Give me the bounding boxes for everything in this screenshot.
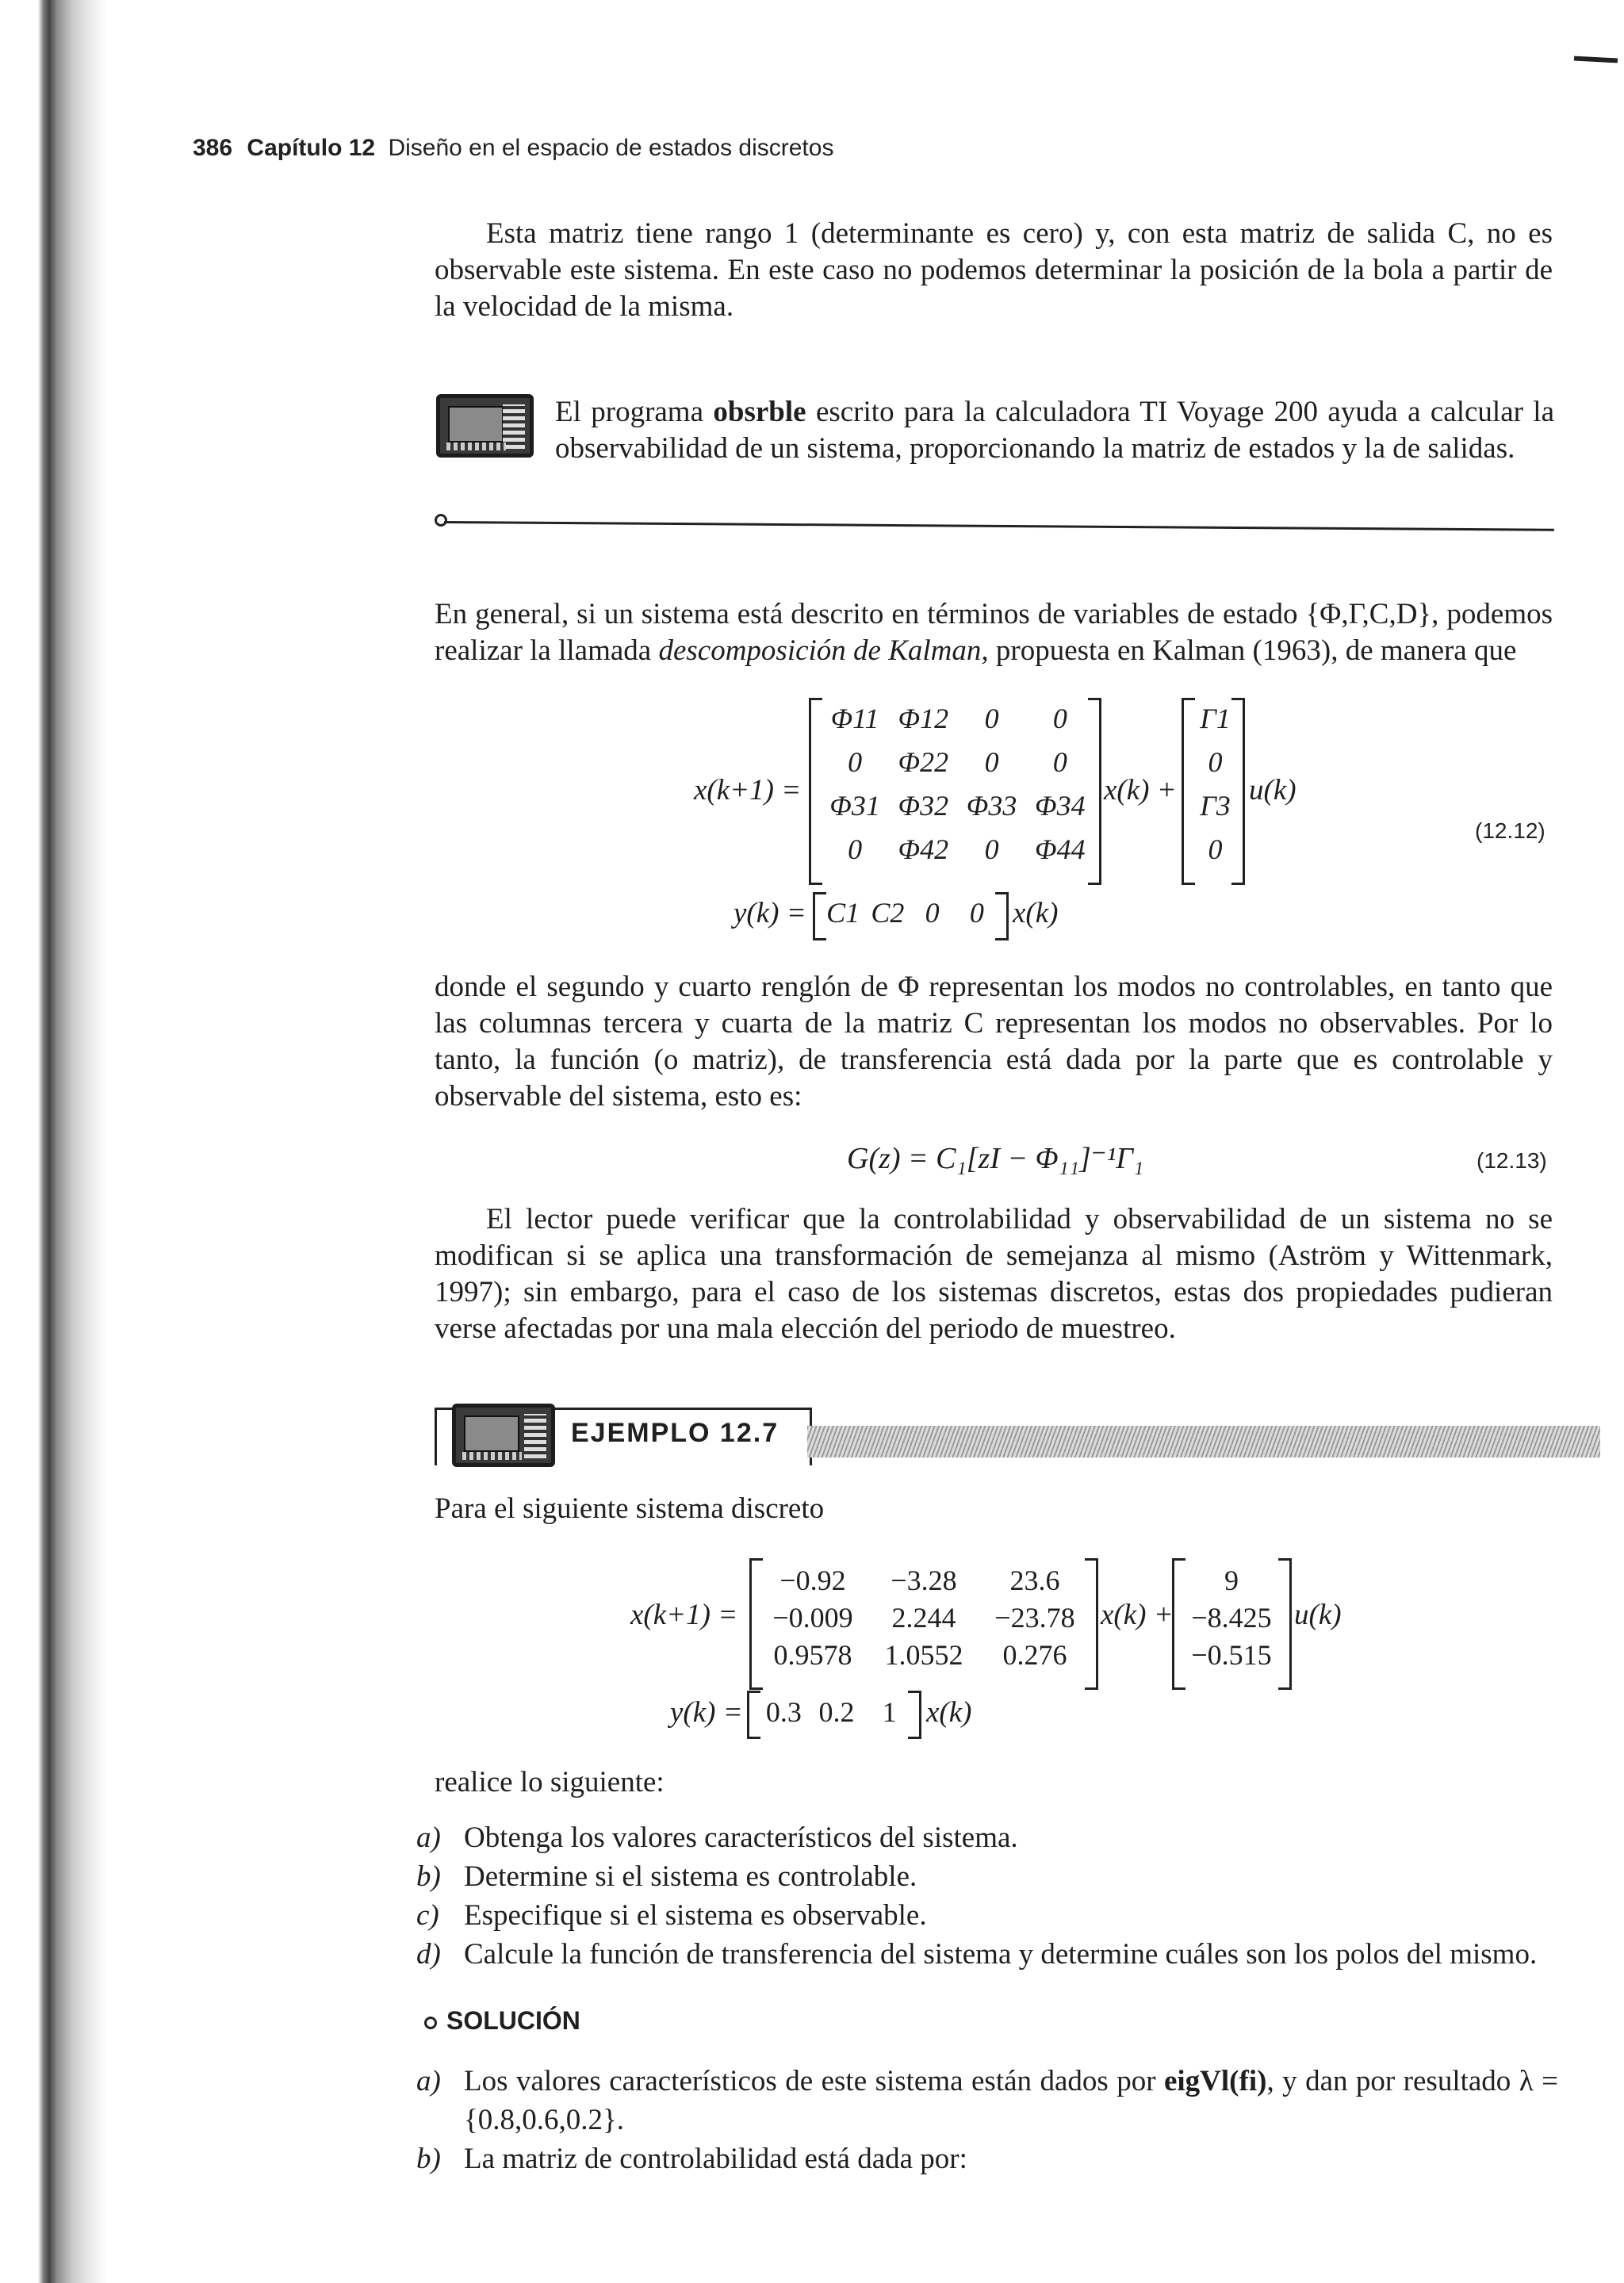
eq-lhs: x(k+1) =: [694, 774, 802, 806]
matrix-cell: −0.515: [1191, 1639, 1272, 1671]
paragraph-observability: Esta matriz tiene rango 1 (determinante es cero) y, con esta matriz de salida C, no es observable este sistema. En este caso no podemos determinar la posición de la bola a partir de la velocidad de la misma.: [435, 217, 1553, 323]
list-item: [416, 1857, 1558, 1896]
paragraph-similarity: El lector puede verificar que la controlabilidad y observabilidad de un sistema no se modifican si se aplica una transformación de semejanza al mismo (Aström y Wittenmark, 1997); sin embargo, para el caso de los sistemas discretos, estas dos propiedades pudieran verse afectadas por una mala elección del periodo de muestreo.: [435, 1203, 1553, 1345]
matrix-cell: Φ22: [898, 746, 949, 778]
matrix-cell: 0: [1208, 833, 1223, 865]
matrix-cell: 9: [1224, 1565, 1239, 1596]
bullet-icon: [424, 2017, 437, 2029]
kalman-emphasis: descomposición de Kalman,: [658, 634, 989, 667]
matrix-cell: −0.92: [779, 1565, 846, 1596]
eq-y-rhs: x(k): [1013, 897, 1059, 929]
phi-matrix: [821, 702, 1094, 866]
list-label: d): [416, 1938, 441, 1971]
ex-y-rhs: x(k): [926, 1696, 972, 1729]
matrix-cell: 0.3: [765, 1696, 802, 1728]
list-item: a) Los valores característicos de este sistema están dados por eigVl(fi), y dan por resultado λ = {0.8,0.6,0.2}.: [416, 2065, 1558, 2136]
divider-dot: [435, 514, 447, 527]
matrix-cell: 1.0552: [884, 1639, 963, 1671]
cv-bracket-right: [908, 1691, 921, 1739]
scan-gutter: [0, 0, 107, 2283]
eq-rhs: u(k): [1249, 774, 1297, 806]
example-header: [435, 1404, 1545, 1465]
example-band: [807, 1426, 1600, 1458]
solution-heading: SOLUCIÓN: [424, 2006, 580, 2036]
matrix-cell: Γ1: [1200, 703, 1231, 734]
solution-list: [416, 2062, 1558, 2178]
list-item: [416, 1935, 1558, 1974]
matrix-cell: 0: [1052, 703, 1067, 734]
equation-number-12-13: (12.13): [1477, 1148, 1547, 1173]
matrix-cell: 0: [848, 746, 863, 778]
matrix-cell: Φ33: [966, 790, 1017, 822]
list-item: [416, 1818, 1558, 1857]
matrix-cell: Φ42: [898, 833, 949, 865]
matrix-cell: 0: [984, 703, 999, 734]
chapter-label: Capítulo 12: [247, 135, 376, 161]
matrix-cell: 0: [1052, 746, 1067, 778]
matrix-cell: 1: [882, 1696, 897, 1728]
paragraph-kalman: En general, si un sistema está descrito en términos de variables de estado {Φ,Γ,C,D}, podemos realizar la llamada descomposición de Kalman, propuesta en Kalman (1963), de manera que: [435, 598, 1553, 667]
equation-12-13: G(z) = C₁[zI − Φ₁₁]⁻¹Γ₁: [847, 1142, 1144, 1175]
list-item: [416, 1896, 1558, 1935]
matrix-cell: −3.28: [891, 1565, 957, 1596]
matrix-cell: C2: [871, 897, 905, 929]
program-name: obsrble: [713, 396, 806, 428]
matrix-cell: 0: [1208, 746, 1223, 778]
matrix-cell: −8.425: [1191, 1602, 1272, 1634]
list-text: Obtenga los valores característicos del sistema.: [464, 1821, 1018, 1854]
ex-lhs: x(k+1) =: [630, 1599, 738, 1631]
ex-y-lhs: y(k) =: [670, 1696, 743, 1729]
matrix-cell: C1: [826, 897, 860, 929]
page-number: 386: [193, 135, 233, 161]
ex-rhs: u(k): [1294, 1599, 1342, 1631]
a-bracket-right: [1085, 1558, 1098, 1690]
matrix-cell: 0: [984, 746, 999, 778]
matrix-cell: −0.009: [772, 1602, 853, 1634]
eq-mid: x(k) +: [1104, 774, 1177, 806]
matrix-cell: Γ3: [1200, 790, 1231, 822]
c-row: [821, 896, 999, 929]
list-label: b): [416, 1860, 441, 1893]
list-text: Calcule la función de transferencia del sistema y determine cuáles son los polos del mismo.: [464, 1938, 1538, 1971]
matrix-cell: 0: [984, 833, 999, 865]
matrix-cell: 0: [969, 897, 984, 929]
b-vector: [1180, 1564, 1283, 1672]
paragraph-modes: donde el segundo y cuarto renglón de Φ representan los modos no controlables, en tanto que las columnas tercera y cuarta de la matriz C representan los modos no observables. Por lo tanto, la función (o matriz), de transferencia está dada por la parte que es controlable y observable del sistema, esto es:: [435, 971, 1553, 1113]
gamma-bracket-right: [1231, 698, 1245, 885]
c-bracket-right: [995, 892, 1009, 940]
eq-y-lhs: y(k) =: [733, 897, 806, 929]
running-head: [193, 135, 833, 162]
matrix-cell: 0.2: [818, 1696, 855, 1728]
matrix-cell: Φ44: [1035, 833, 1086, 865]
matrix-cell: 0.276: [1002, 1639, 1067, 1671]
command-name: eigVl(fi): [1163, 2065, 1267, 2097]
ex-mid: x(k) +: [1101, 1599, 1174, 1631]
example-title: EJEMPLO 12.7: [571, 1418, 779, 1448]
task-list: [416, 1818, 1558, 1974]
list-label: a): [416, 1821, 441, 1854]
chapter-title: Diseño en el espacio de estados discretos: [388, 135, 834, 161]
b-bracket-right: [1278, 1558, 1292, 1690]
equation-number-12-12: (12.12): [1475, 818, 1545, 843]
list-item: b) La matriz de controlabilidad está dada por:: [416, 2143, 967, 2175]
list-text: Determine si el sistema es controlable.: [464, 1860, 917, 1893]
calculator-icon: [436, 394, 534, 458]
matrix-cell: 0: [848, 833, 863, 865]
calculator-icon: [452, 1404, 555, 1467]
matrix-cell: 0: [925, 897, 940, 929]
matrix-cell: −23.78: [994, 1602, 1075, 1634]
matrix-cell: Φ11: [830, 703, 879, 734]
list-text: Especifique si el sistema es observable.: [464, 1899, 927, 1932]
matrix-cell: Φ31: [829, 790, 880, 822]
matrix-cell: 23.6: [1009, 1565, 1060, 1596]
c-vector: [757, 1695, 916, 1729]
list-label: c): [416, 1899, 439, 1932]
matrix-cell: 0.9578: [773, 1639, 852, 1671]
phi-bracket-right: [1088, 698, 1101, 885]
a-matrix: [757, 1564, 1090, 1672]
matrix-cell: 2.244: [891, 1602, 956, 1634]
calculator-note: El programa obsrble escrito para la calculadora TI Voyage 200 ayuda a calcular la observabilidad de un sistema, proporcionando la matriz de estados y la de salidas.: [555, 396, 1555, 465]
matrix-cell: Φ32: [898, 790, 949, 822]
task-intro: realice lo siguiente:: [435, 1766, 665, 1798]
divider-line: [444, 521, 1554, 531]
matrix-cell: Φ12: [898, 703, 949, 734]
example-intro: Para el siguiente sistema discreto: [435, 1492, 825, 1525]
matrix-cell: Φ34: [1035, 790, 1086, 822]
scan-mark: [1574, 56, 1618, 63]
